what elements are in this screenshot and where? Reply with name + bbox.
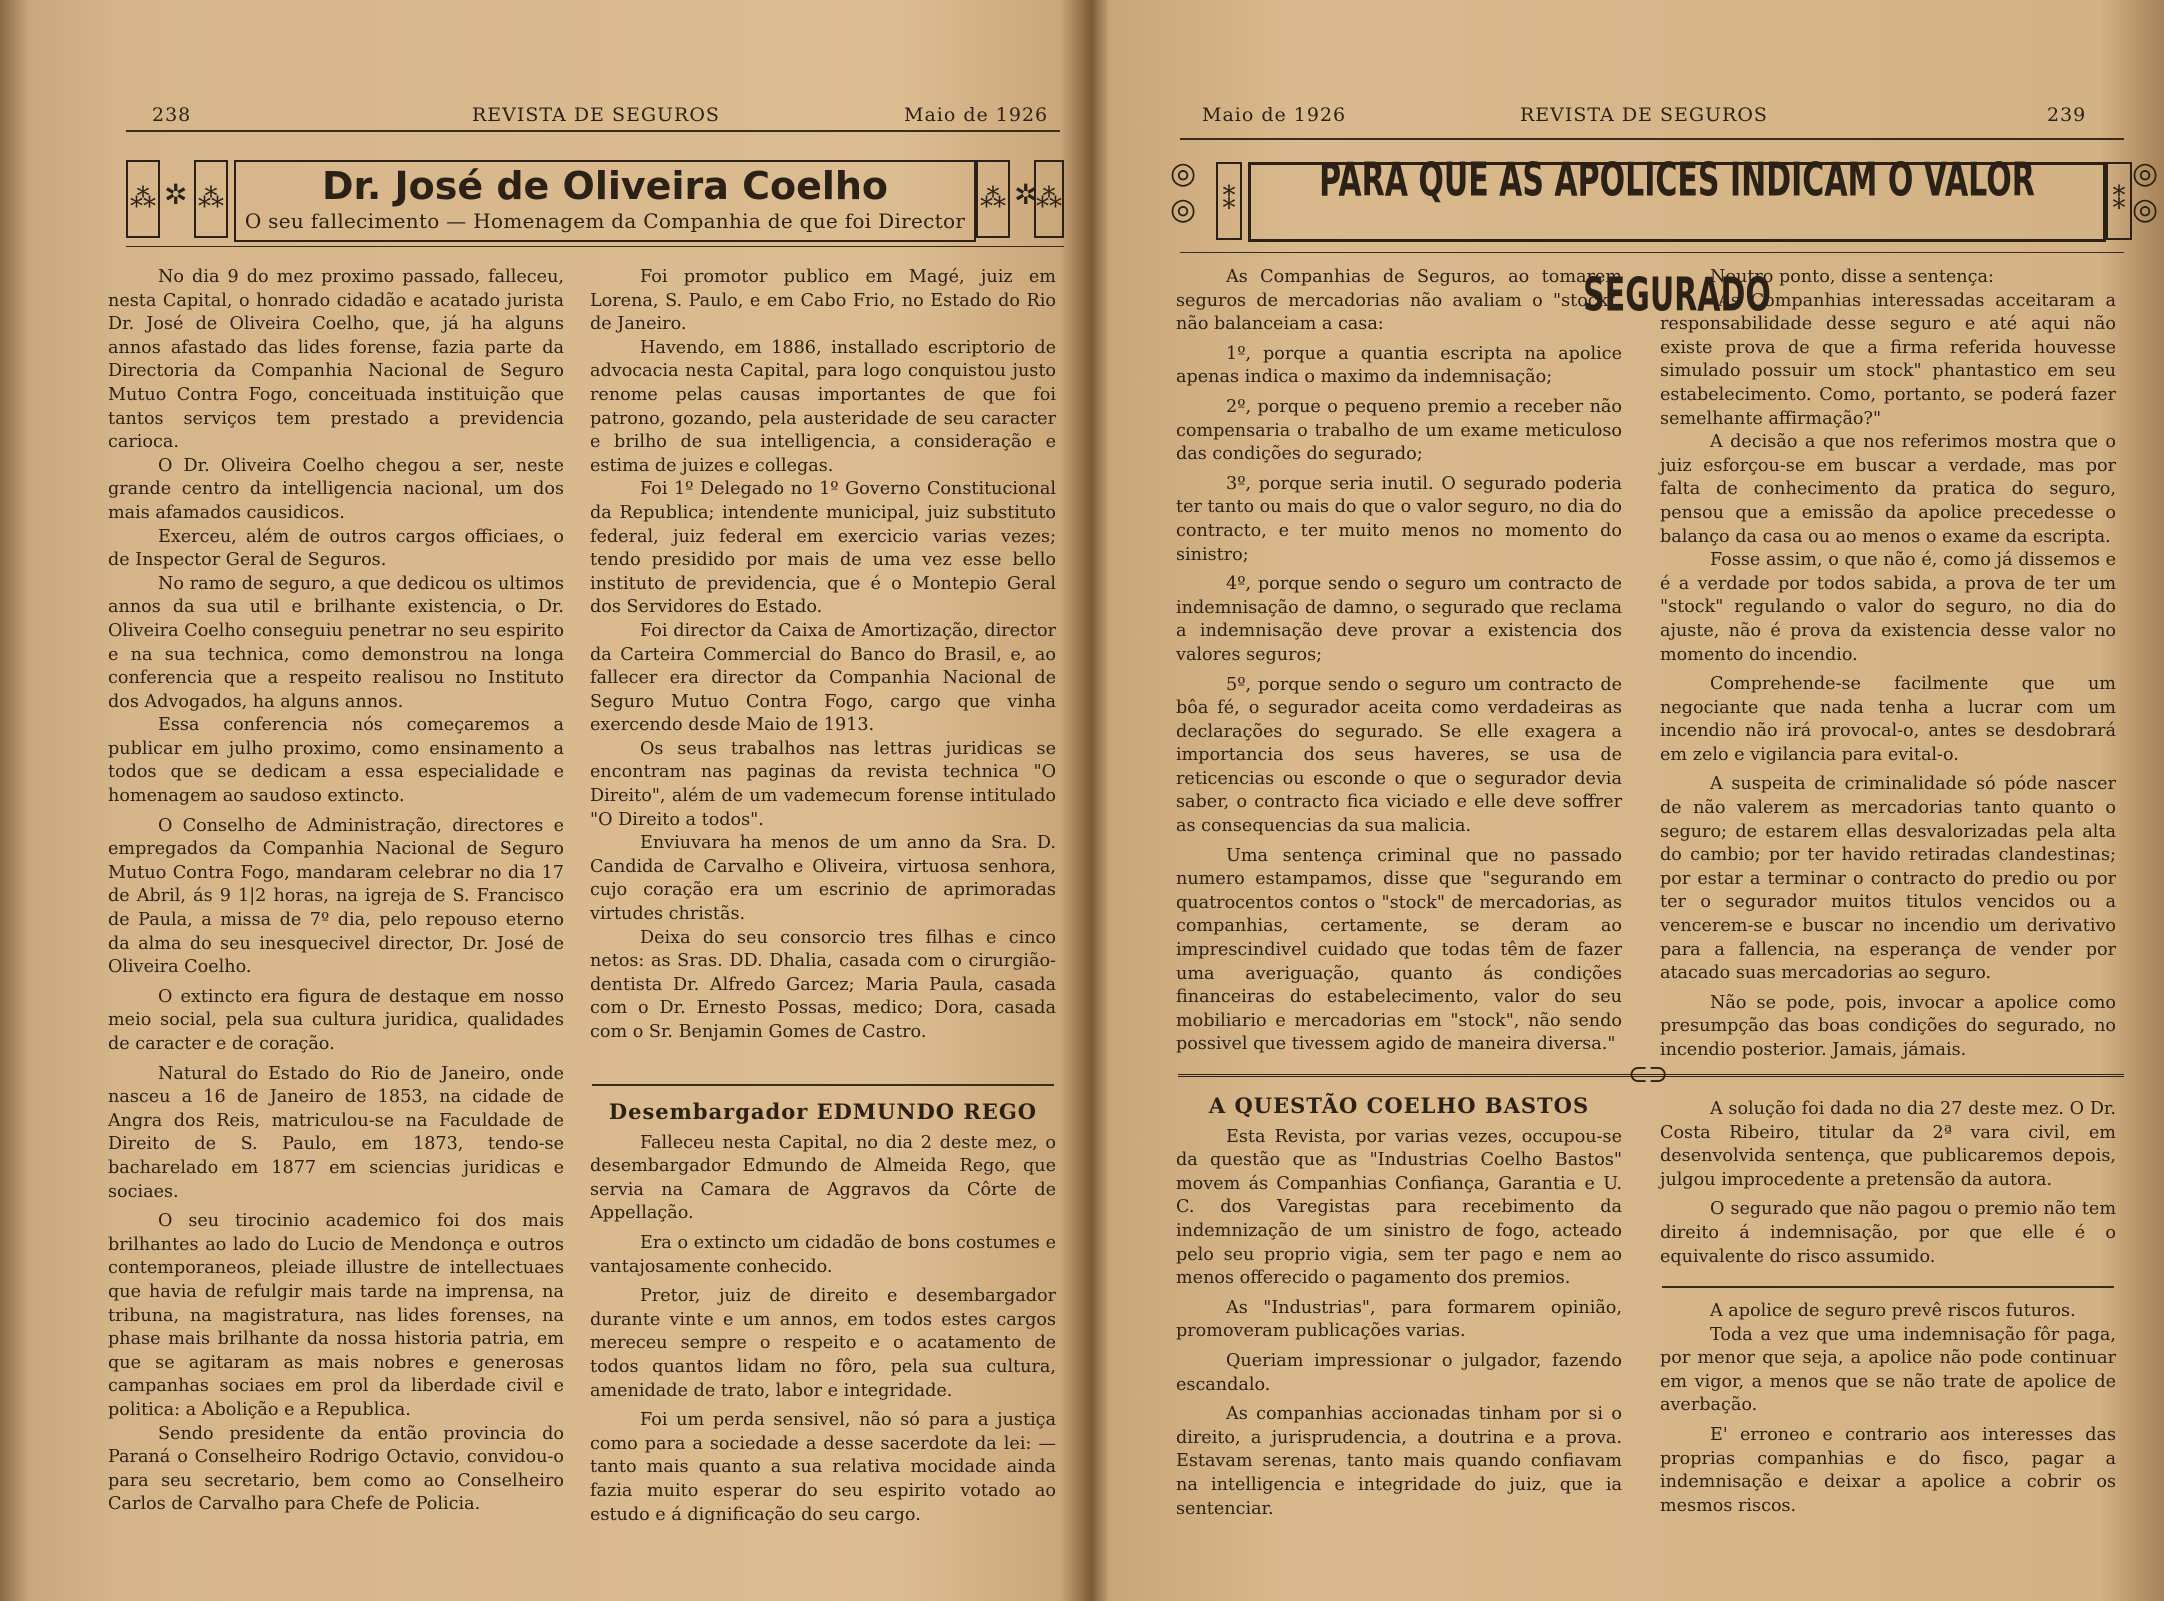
- paragraph: 2º, porque o pequeno premio a receber não compensaria o trabalho de um exame meticuloso das condições do segurado;: [1176, 396, 1622, 465]
- paragraph: Essa conferencia nós começaremos a publicar em julho proximo, como ensinamento a todos que se dedicam a essa especialidade e homenagem ao saudoso extincto.: [108, 715, 564, 807]
- paragraph: O Conselho de Administração, directores e empregados da Companhia Nacional de Seguro Mutuo Contra Fogo, mandaram celebrar no dia 17 de Abril, ás 9 1|2 horas, na igreja de S. Francisco de Paula, a missa de 7º dia, pelo repouso eterno da alma do seu inesquecivel director, Dr. José de Oliveira Coelho.: [108, 815, 564, 978]
- paragraph: As "Industrias", para formarem opinião, promoveram publicações varias.: [1176, 1297, 1622, 1342]
- ornament-right: ⁂: [976, 160, 1010, 238]
- paragraph: Natural do Estado do Rio de Janeiro, onde nasceu a 16 de Janeiro de 1853, na cidade de Angra dos Reis, matriculou-se na Faculdade de Direito de S. Paulo, em 1873, tendo-se bacharelado em 1877 em sciencias juridicas e sociaes.: [108, 1063, 564, 1202]
- paragraph: A decisão a que nos referimos mostra que o juiz esforçou-se em buscar a verdade, mas por falta de conhecimento da pratica do seguro, pensou que a emissão da apolice precedesse o balanço da casa ou ao menos o exame da escripta.: [1660, 432, 2116, 547]
- ornament-right: ⁑: [2106, 162, 2132, 240]
- paragraph: Foi 1º Delegado no 1º Governo Constitucional da Republica; intendente municipal, juiz substituto federal, juiz federal em exercicio varias vezes; tendo presidido por mais de uma vez esse bello instituto de previdencia, que é o Montepio Geral dos Servidores do Estado.: [590, 479, 1056, 618]
- ornament-left: ◎ ◎: [1170, 156, 1197, 227]
- article-title: Dr. José de Oliveira Coelho: [321, 164, 889, 208]
- paragraph: Uma sentença criminal que no passado numero estampamos, disse que "segurando em quatrocentos contos o "stock" de mercadorias, as companhias, certamente, se deram ao imprescindivel cuidado que todas têm de fazer uma averiguação, quanto ás condições financeiras do estabelecimento, valor do seu mobiliario e mercadorias em "stock", não sendo possivel que tivessem agido de maneira diversa.": [1176, 845, 1622, 1055]
- running-title: REVISTA DE SEGUROS: [1520, 104, 1768, 126]
- paragraph: Toda a vez que uma indemnisação fôr paga, por menor que seja, a apolice não pode continuar em vigor, a menos que se não trate de apolice de averbação.: [1660, 1324, 2116, 1416]
- issue-date: Maio de 1926: [904, 104, 1049, 126]
- section-title: Desembargador EDMUNDO REGO: [608, 1099, 1038, 1124]
- paragraph: Não se pode, pois, invocar a apolice como presumpção das boas condições do segurado, no incendio posterior. Jamais, jámais.: [1660, 992, 2116, 1060]
- divider-ornament: ⊂⊃: [1628, 1060, 1669, 1088]
- title-rule: [1180, 252, 2124, 253]
- paragraph: As Companhias de Seguros, ao tomarem seguros de mercadorias não avaliam o "stock", não balanceiam a casa:: [1176, 267, 1622, 335]
- paragraph: O Dr. Oliveira Coelho chegou a ser, neste grande centro da intelligencia nacional, um dos mais afamados causidicos.: [108, 455, 564, 523]
- ornament-left-2: ⁂: [194, 160, 228, 238]
- paragraph: A apolice de seguro prevê riscos futuros.: [1710, 1301, 2076, 1321]
- paragraph: Fosse assim, o que não é, como já dissemos e é a verdade por todos sabida, a prova de ter um "stock" regulando o valor do seguro, no dia do ajuste, não é prova da existencia desse valor no momento do incendio.: [1660, 550, 2116, 665]
- title-rule: [126, 246, 1064, 247]
- left-column-2-article-2: [590, 1100, 1056, 1527]
- paragraph: Esta Revista, por varias vezes, occupou-se da questão que as "Industrias Coelho Bastos" movem ás Companhias Confiança, Garantia e U. C. dos Varegistas para recebimento da indemnização de um sinistro de fogo, acteado pelo seu proprio vigia, sem ter pago e nem ao menos offerecido o pagamento dos premios.: [1176, 1126, 1622, 1289]
- paragraph: Foi um perda sensivel, não só para a justiça como para a sociedade a desse sacerdote da lei: — tanto mais quanto a sua relativa mocidade ainda fazia muito esperar do seu espirito votado ao estudo e á dignificação do seu cargo.: [590, 1410, 1056, 1525]
- paragraph: Era o extincto um cidadão de bons costumes e vantajosamente conhecido.: [590, 1232, 1056, 1277]
- paragraph: E' erroneo e contrario aos interesses das proprias companhias e do fisco, pagar a indemnisação e deixar a apolice a cobrir os mesmos riscos.: [1660, 1424, 2116, 1516]
- paragraph: No ramo de seguro, a que dedicou os ultimos annos da sua util e brilhante existencia, o Dr. Oliveira Coelho conseguiu penetrar no seu espirito e na sua technica, como demonstrou na longa conferencia que a respeito realisou no Instituto dos Advogados, ha alguns annos.: [108, 573, 564, 712]
- right-page: [1092, 0, 2164, 1601]
- paragraph: Pretor, juiz de direito e desembargador durante vinte e um annos, em todos estes cargos mereceu sempre o respeito e o acatamento de todos quantos lidam no fôro, pela sua cultura, amenidade de trato, labor e integridade.: [590, 1286, 1056, 1401]
- header-rule: [126, 130, 1060, 132]
- page-number: 238: [152, 104, 192, 126]
- paragraph: 3º, porque seria inutil. O segurado poderia ter tanto ou mais do que o valor seguro, no dia do contracto, e ter muito menos no momento do sinistro;: [1176, 473, 1623, 565]
- paragraph: Queriam impressionar o julgador, fazendo escandalo.: [1176, 1350, 1622, 1395]
- article-subtitle: O seu fallecimento — Homenagem da Companhia de que foi Director: [244, 209, 966, 233]
- paragraph: As companhias accionadas tinham por si o direito, a jurisprudencia, a doutrina e a prova. Estavam serenas, tanto mais quando confiavam na intelligencia e integridade do juiz, que ia sentenciar.: [1176, 1404, 1622, 1519]
- right-column-2: [1660, 266, 2116, 1063]
- ornament-star-right: ✲: [1014, 178, 1038, 211]
- left-column-1: [108, 266, 564, 1517]
- ornament-right-2: ⁂: [1034, 160, 1064, 238]
- right-column-2-article-3: [1660, 1300, 2116, 1518]
- paragraph: Havendo, em 1886, installado escriptorio de advocacia nesta Capital, para logo conquistou justo renome pelas causas importantes de que foi patrono, gozando, pela austeridade de seu caracter e brilho de sua intelligencia, a consideração e estima de juizes e collegas.: [590, 337, 1056, 476]
- right-column-1-article-2: [1176, 1094, 1622, 1521]
- paragraph: A solução foi dada no dia 27 deste mez. O Dr. Costa Ribeiro, titular da 2ª vara civil, em desenvolvida sentença, que publicaremos depois, julgou improcedente a pretensão da autora.: [1660, 1099, 2116, 1190]
- issue-date: Maio de 1926: [1202, 104, 1347, 126]
- paragraph: 1º, porque a quantia escripta na apolice apenas indica o maximo da indemnisação;: [1176, 343, 1622, 388]
- paragraph: Sendo presidente da então provincia do Paraná o Conselheiro Rodrigo Octavio, convidou-o para seu secretario, bem como ao Conselheiro Carlos de Carvalho para Chefe de Policia.: [108, 1423, 564, 1515]
- paragraph: Foi promotor publico em Magé, juiz em Lorena, S. Paulo, e em Cabo Frio, no Estado do Rio de Janeiro.: [590, 267, 1056, 335]
- paragraph: Enviuvara ha menos de um anno da Sra. D. Candida de Carvalho e Oliveira, virtuosa senhora, cujo coração era um escrinio de aprimoradas virtudes christãs.: [590, 833, 1056, 925]
- paragraph: O segurado que não pagou o premio não tem direito á indemnisação, por que elle é o equivalente do risco assumido.: [1660, 1199, 2116, 1267]
- ornament-left-2: ⁑: [1216, 162, 1242, 240]
- paragraph: 5º, porque sendo o seguro um contracto de bôa fé, o segurador aceita como verdadeiras as declarações do segurado. Se elle exagera a importancia dos seus haveres, se usa de reticencias ou esconde o que o segurador devia saber, o contracto fica viciado e elle deve soffrer as consequencias da sua malicia.: [1176, 674, 1622, 837]
- paragraph: O extincto era figura de destaque em nosso meio social, pela sua cultura juridica, qualidades de caracter e de coração.: [108, 986, 564, 1054]
- left-column-2: [590, 266, 1056, 1045]
- paragraph: No dia 9 do mez proximo passado, falleceu, nesta Capital, o honrado cidadão e acatado jurista Dr. José de Oliveira Coelho, que, já ha alguns annos afastado das lides forense, fazia parte da Directoria da Companhia Nacional de Seguro Mutuo Contra Fogo, conceituada instituição que tantos serviços tem prestado a previdencia carioca.: [108, 267, 564, 453]
- page-number: 239: [2047, 104, 2087, 126]
- ornament-right-2: ◎ ◎: [2132, 156, 2159, 227]
- ornament-left: ⁂: [126, 160, 160, 238]
- paragraph: A suspeita de criminalidade só póde nascer de não valerem as mercadorias tanto quanto o seguro; de estarem ellas desvalorizadas pela alta do cambio; por ter havido retiradas clandestinas; por estar a terminar o contracto do predio ou por ter o segurador muitos titulos vencidos ou a vencerem-se e buscar no incendio um derivativo para a fallencia, na esperança de vender por atacado suas mercadorias ao seguro.: [1660, 774, 2116, 984]
- article-title-box: [234, 160, 976, 242]
- paragraph: Comprehende-se facilmente que um negociante que nada tenha a lucrar com um incendio não irá provocal-o, antes se desdobrará em zelo e vigilancia para evital-o.: [1660, 674, 2116, 765]
- paragraph: Exerceu, além de outros cargos officiaes, o de Inspector Geral de Seguros.: [108, 526, 564, 571]
- right-column-1: [1176, 266, 1622, 1057]
- paragraph: O seu tirocinio academico foi dos mais brilhantes ao lado do Lucio de Mendonça e outros contemporaneos, pleiade illustre de intellectuaes que havia de refulgir mais tarde na imprensa, na tribuna, na magistratura, nas lides forenses, na phase mais brilhante da nossa historia patria, em que se agitaram as mais nobres e generosas campanhas sociaes em prol da liberdade civil e politica: a Abolição e a Republica.: [108, 1211, 564, 1420]
- section-rule: [1662, 1286, 2114, 1288]
- paragraph: "As Companhias interessadas acceitaram a responsabilidade desse seguro e até aqui não existe prova de que a firma referida houvesse simulado possuir um stock" phantastico em seu estabelecimento. Como, portanto, se poderá fazer semelhante affirmação?": [1660, 290, 2116, 429]
- ornament-star-left: ✲: [164, 178, 188, 211]
- paragraph: Noutro ponto, disse a sentença:: [1710, 267, 1994, 287]
- paragraph: Foi director da Caixa de Amortização, director da Carteira Commercial do Banco do Brasil, e, ao fallecer era director da Companhia Nacional de Seguro Mutuo Contra Fogo, cargo que vinha exercendo desde Maio de 1913.: [590, 620, 1056, 736]
- paragraph: Os seus trabalhos nas lettras juridicas se encontram nas paginas da revista technica "O Direito", além de um vademecum forense intitulado "O Direito a todos".: [590, 738, 1056, 830]
- right-column-2-article-2: [1660, 1098, 2116, 1269]
- section-title: A QUESTÃO COELHO BASTOS: [1208, 1093, 1590, 1118]
- running-title: REVISTA DE SEGUROS: [472, 104, 720, 126]
- section-rule: [592, 1084, 1054, 1086]
- article-title: PARA QUE AS APOLICES INDICAM O VALOR SEGURADO: [1319, 153, 2035, 323]
- paragraph: Falleceu nesta Capital, no dia 2 deste mez, o desembargador Edmundo de Almeida Rego, que servia na Camara de Aggravos da Côrte de Appellação.: [590, 1132, 1056, 1224]
- paragraph: Deixa do seu consorcio tres filhas e cinco netos: as Sras. DD. Dhalia, casada com o cirurgião-dentista Dr. Alfredo Garcez; Maria Paula, casada com o Dr. Ernesto Possas, medico; Dora, casada com o Sr. Benjamin Gomes de Castro.: [590, 927, 1056, 1042]
- paragraph: 4º, porque sendo o seguro um contracto de indemnisação de damno, o segurado que reclama a indemnisação deve provar a existencia dos valores seguros;: [1176, 574, 1622, 665]
